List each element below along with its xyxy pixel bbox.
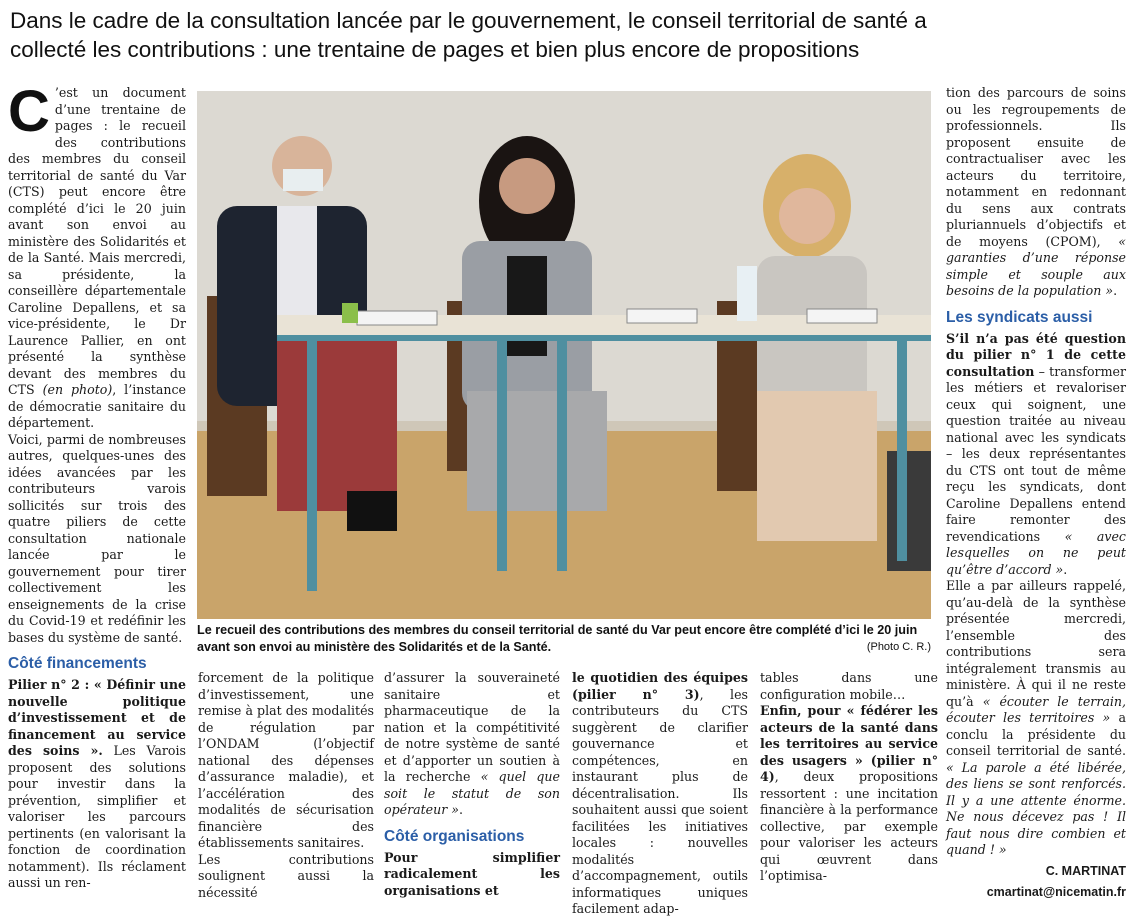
paragraph: S’il n’a pas été question du pilier n° 1 de cette consultation – transformer les métiers et revaloriser ceux qui soignent, une question traitée au niveau national avec les syndicats – les deux représentantes du CTS ont tout de même reçu les syndicats, dont Caroline Depallens entend faire remonter des revendications « avec lesquelles on ne peut qu’être d’accord ».: [946, 330, 1126, 577]
article-column-4: [572, 670, 748, 916]
meeting-photo: [197, 91, 931, 619]
photo-caption: Le recueil des contributions des membres du conseil territorial de santé du Var peut encore être complété d’ici le 20 juin avant son envoi au ministère des Solidarités et de la Santé. (Photo C. R.): [197, 623, 931, 654]
paragraph: Pour simplifier radicalement les organisations et: [384, 849, 560, 898]
photo-illustration: [197, 91, 931, 619]
paragraph: tables dans une configuration mobile…: [760, 670, 938, 702]
article-column-6: [946, 85, 1126, 899]
drop-cap: C: [8, 79, 50, 144]
author-name: C. MARTINAT: [1045, 863, 1126, 878]
author-email[interactable]: cmartinat@nicematin.fr: [986, 884, 1126, 899]
article-column-2: [198, 670, 374, 900]
subhead-organisations: Côté organisations: [384, 827, 525, 845]
headline-line-2: collecté les contributions : une trentaine de pages et bien plus encore de propositions: [10, 37, 860, 62]
subhead-syndicats: Les syndicats aussi: [946, 308, 1093, 326]
paragraph: Elle a par ailleurs rappelé, qu’au-delà de la synthèse présentée mercredi, l’ensemble des contributions sera intégralement transmis au ministère. À qui il ne reste qu’à « écouter le terrain, écouter les territoires » a conclu la présidente du conseil territorial de santé. « La parole a été libérée, des liens se sont renforcés. Il y a une attente énorme. Ne nous décevez pas ! Il faut nous dire combien et quand ! »: [946, 578, 1126, 857]
paragraph: le quotidien des équipes (pilier n° 3), les contributeurs du CTS suggèrent de clarifier gouvernance et compétences, en instaurant plus de décentralisation. Ils souhaitent aussi que soient facilitées les initiatives locales : nouvelles modalités d’accompagnement, outils informatiques uniques facilement adap-: [572, 670, 748, 916]
paragraph: tion des parcours de soins ou les regroupements de professionnels. Ils proposent ensuite de contractualiser avec les acteurs du territoire, notamment en redonnant du sens aux contrats pluriannuels d’objectifs et de moyens (CPOM), « garanties d’une réponse simple et souple aux besoins de la population ».: [946, 85, 1126, 298]
paragraph: forcement de la politique d’investissement, une remise à plat des modalités de régulation par l’ONDAM (l’objectif national des dépenses d’assurance maladie), et l’accélération des modalités de sécurisation financière des établissements sanitaires.: [198, 670, 374, 850]
paragraph: Enfin, pour « fédérer les acteurs de la santé dans les territoires au service des usagers » (pilier n° 4), deux propositions ressortent : une incitation financière à la performance collective, par exemple pour valoriser les acteurs qui œuvrent dans l’optimisa-: [760, 703, 938, 883]
photo-credit: (Photo C. R.): [866, 641, 931, 653]
article-headline: [10, 6, 1125, 64]
lead-paragraph: C ’est un document d’une trentaine de pages : le recueil des contributions des membres du conseil territorial de santé du Var (CTS) peut encore être complété d’ici le 20 juin avant son envoi au ministère des Solidarités et de la Santé. Mais mercredi, sa présidente, la conseillère départementale Caroline Depallens, et sa vice-présidente, le Dr Laurence Pallier, en ont présenté la synthèse devant des membres du CTS (en photo), l’instance de démocratie sanitaire du département.: [8, 79, 186, 430]
paragraph: d’assurer la souveraineté sanitaire et pharmaceutique de la nation et la compétitivité de notre système de santé et d’apporter un soutien à la recherche « quel que soit le statut de son opérateur ».: [384, 670, 560, 817]
paragraph: Les contributions soulignent aussi la nécessité: [198, 851, 374, 900]
article-column-1: [8, 79, 186, 890]
headline-line-1: Dans le cadre de la consultation lancée par le gouvernement, le conseil territorial de santé a: [10, 8, 927, 33]
article-column-5: [760, 670, 938, 883]
article-column-3: [384, 670, 560, 898]
subhead-financements: Côté financements: [8, 655, 147, 672]
paragraph: Pilier n° 2 : « Définir une nouvelle politique d’investissement et de financement au service des soins ». Les Varois proposent des solutions pour investir dans la prévention, simplifier et valoriser les parcours pertinents (en valorisant la fonction de coordination notamment). Ils réclament aussi un ren-: [8, 677, 186, 890]
paragraph: Voici, parmi de nombreuses autres, quelques-unes des idées avancées par les contributeurs varois sollicités sur trois des quatre piliers de cette consultation nationale lancée par le gouvernement pour tirer collectivement les enseignements de la crise du Covid-19 et redéfinir les bases du système de santé.: [8, 431, 186, 645]
